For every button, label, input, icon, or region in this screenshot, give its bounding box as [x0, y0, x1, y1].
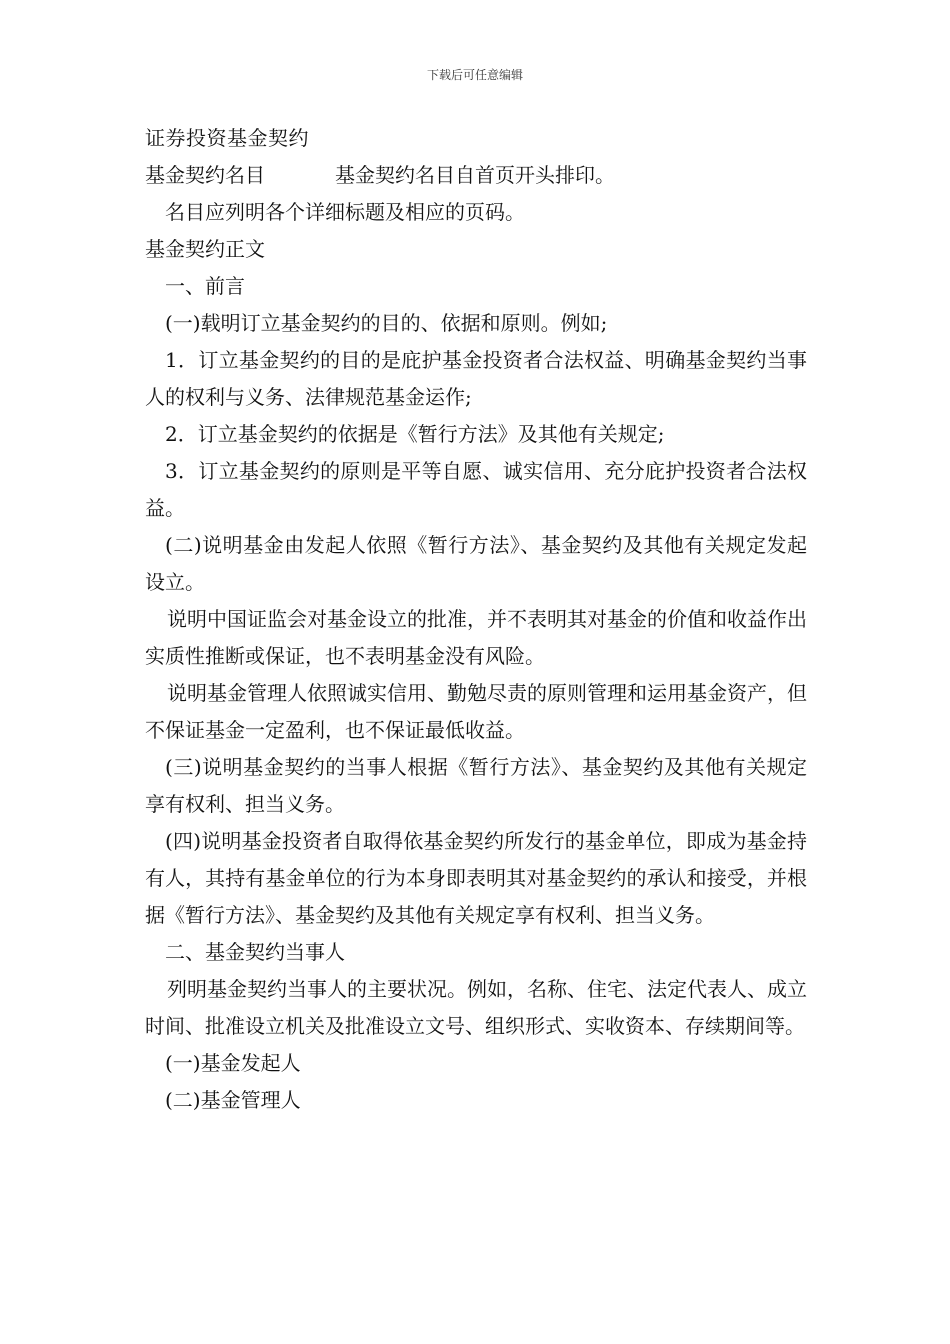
paragraph-1-2a: 说明中国证监会对基金设立的批准，并不表明其对基金的价值和收益作出实质性推断或保证，也不表明基金没有风险。	[145, 607, 807, 668]
section-heading-1: 一、前言	[165, 274, 245, 298]
list-item-3: 3．订立基金契约的原则是平等自愿、诚实信用、充分庇护投资者合法权益。	[145, 459, 807, 520]
toc-line	[145, 157, 807, 194]
subsection-2-1: (一)基金发起人	[165, 1051, 301, 1075]
subsection-2-2: (二)基金管理人	[165, 1088, 301, 1112]
body-title: 基金契约正文	[145, 237, 265, 261]
paragraph-1-1: (一)载明订立基金契约的目的、依据和原则。例如;	[165, 311, 608, 335]
paragraph-1-3: (三)说明基金契约的当事人根据《暂行方法》、基金契约及其他有关规定享有权利、担当义务。	[145, 755, 807, 816]
paragraph-1-2b: 说明基金管理人依照诚实信用、勤勉尽责的原则管理和运用基金资产，但不保证基金一定盈利，也不保证最低收益。	[145, 681, 807, 742]
list-item-2: 2．订立基金契约的依据是《暂行方法》及其他有关规定;	[165, 422, 665, 446]
document-body	[145, 120, 807, 1119]
list-item-1: 1．订立基金契约的目的是庇护基金投资者合法权益、明确基金契约当事人的权利与义务、法律规范基金运作;	[145, 348, 807, 409]
toc-note: 基金契约名目自首页开头排印。	[335, 163, 615, 187]
page-header-note: 下载后可任意编辑	[426, 68, 523, 82]
toc-label: 基金契约名目	[145, 163, 265, 187]
paragraph-1-4: (四)说明基金投资者自取得依基金契约所发行的基金单位，即成为基金持有人，其持有基金单位的行为本身即表明其对基金契约的承认和接受，并根据《暂行方法》、基金契约及其他有关规定享有权利、担当义务。	[145, 829, 807, 927]
toc-description: 名目应列明各个详细标题及相应的页码。	[165, 200, 525, 224]
paragraph-1-2: (二)说明基金由发起人依照《暂行方法》、基金契约及其他有关规定发起设立。	[145, 533, 807, 594]
paragraph-2-1: 列明基金契约当事人的主要状况。例如，名称、住宅、法定代表人、成立时间、批准设立机关及批准设立文号、组织形式、实收资本、存续期间等。	[145, 977, 807, 1038]
section-heading-2: 二、基金契约当事人	[165, 940, 345, 964]
document-title: 证券投资基金契约	[145, 126, 309, 150]
